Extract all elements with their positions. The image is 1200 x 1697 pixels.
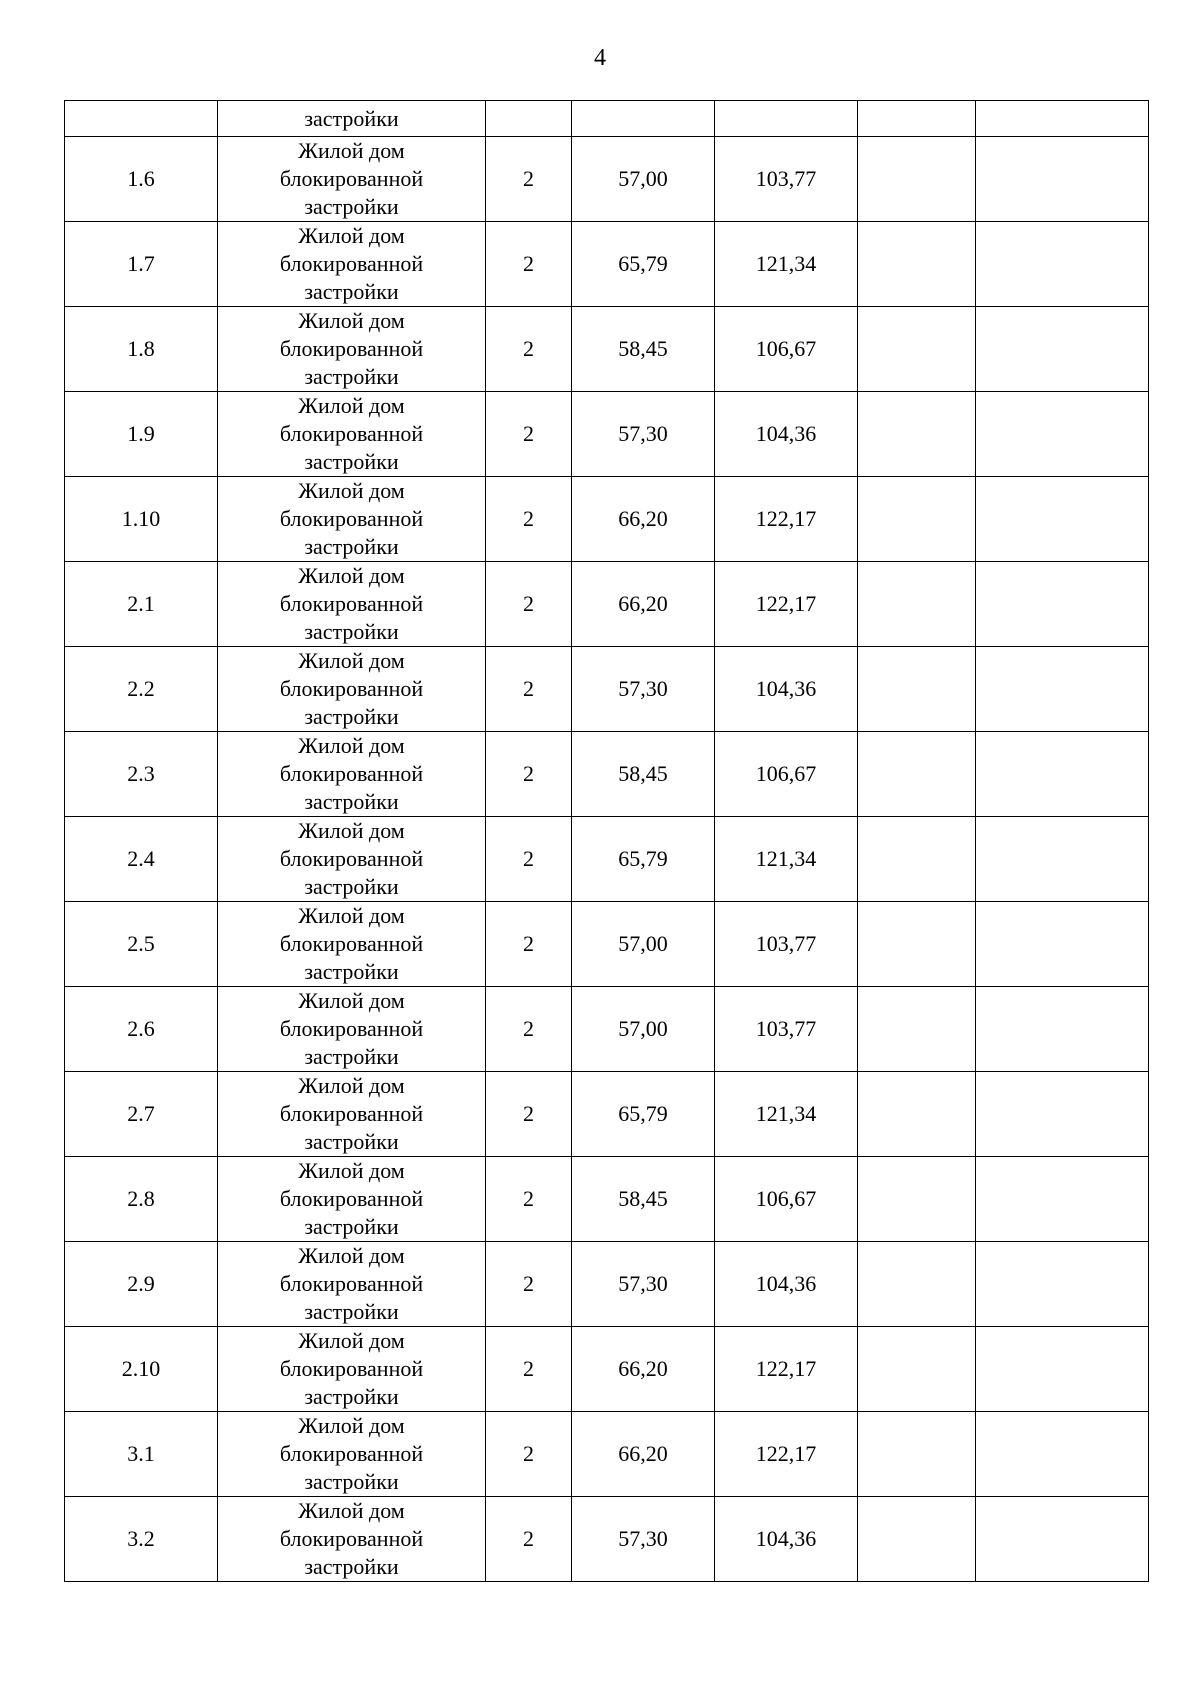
cell-area: 58,45 — [572, 732, 715, 817]
description-line: Жилой дом — [298, 1413, 405, 1438]
cell-description — [218, 392, 486, 477]
description-line: застройки — [304, 279, 399, 304]
continuation-row — [65, 101, 1149, 137]
cell-description — [218, 902, 486, 987]
cell-empty-1 — [858, 1412, 976, 1497]
description-line: Жилой дом — [298, 563, 405, 588]
cell-empty-1 — [858, 732, 976, 817]
cell-description — [218, 1497, 486, 1582]
cell-area: 57,00 — [572, 902, 715, 987]
cell-empty-1 — [858, 307, 976, 392]
description-line: застройки — [304, 1129, 399, 1154]
cell-description — [218, 1242, 486, 1327]
description-line: застройки — [304, 364, 399, 389]
cell-empty-2 — [976, 817, 1149, 902]
cell-number: 1.6 — [65, 137, 218, 222]
cell-volume: 106,67 — [715, 732, 858, 817]
description-line: застройки — [304, 704, 399, 729]
cell-volume: 103,77 — [715, 987, 858, 1072]
cell-number: 2.8 — [65, 1157, 218, 1242]
cell-area: 57,00 — [572, 137, 715, 222]
cell-empty-2 — [976, 392, 1149, 477]
table-row — [65, 307, 1149, 392]
description-line: застройки — [304, 449, 399, 474]
cell-empty-2 — [976, 101, 1149, 137]
cell-area — [572, 101, 715, 137]
description-line: Жилой дом — [298, 1243, 405, 1268]
cell-floors: 2 — [486, 222, 572, 307]
cell-volume: 121,34 — [715, 817, 858, 902]
table-row — [65, 1242, 1149, 1327]
cell-empty-1 — [858, 137, 976, 222]
description-line: блокированной — [279, 506, 424, 531]
cell-empty-1 — [858, 101, 976, 137]
page-number: 4 — [594, 45, 606, 71]
cell-area: 66,20 — [572, 1412, 715, 1497]
description-line: Жилой дом — [298, 818, 405, 843]
cell-empty-2 — [976, 1327, 1149, 1412]
description-line: блокированной — [279, 1441, 424, 1466]
description-line: Жилой дом — [298, 988, 405, 1013]
table-row — [65, 1327, 1149, 1412]
table-row — [65, 477, 1149, 562]
cell-description — [218, 137, 486, 222]
cell-empty-2 — [976, 1157, 1149, 1242]
cell-description — [218, 307, 486, 392]
description-line: застройки — [304, 619, 399, 644]
description-line: Жилой дом — [298, 478, 405, 503]
description-line: блокированной — [279, 931, 424, 956]
description-line: застройки — [304, 194, 399, 219]
description-line: блокированной — [279, 1016, 424, 1041]
cell-volume: 104,36 — [715, 1497, 858, 1582]
cell-number: 2.7 — [65, 1072, 218, 1157]
cell-empty-2 — [976, 1242, 1149, 1327]
cell-empty-2 — [976, 902, 1149, 987]
table-row — [65, 902, 1149, 987]
description-line: Жилой дом — [298, 138, 405, 163]
cell-area: 57,30 — [572, 647, 715, 732]
description-line: застройки — [304, 1384, 399, 1409]
description-line: застройки — [304, 789, 399, 814]
cell-floors: 2 — [486, 732, 572, 817]
cell-empty-2 — [976, 562, 1149, 647]
cell-volume: 122,17 — [715, 1327, 858, 1412]
cell-area: 66,20 — [572, 562, 715, 647]
description-line: Жилой дом — [298, 903, 405, 928]
description-line: блокированной — [279, 846, 424, 871]
cell-volume: 106,67 — [715, 1157, 858, 1242]
description-line: Жилой дом — [298, 648, 405, 673]
cell-floors: 2 — [486, 1412, 572, 1497]
cell-empty-1 — [858, 1497, 976, 1582]
description-line: блокированной — [279, 591, 424, 616]
cell-floors: 2 — [486, 647, 572, 732]
cell-empty-2 — [976, 137, 1149, 222]
cell-area: 65,79 — [572, 817, 715, 902]
cell-empty-1 — [858, 392, 976, 477]
cell-area: 57,00 — [572, 987, 715, 1072]
cell-empty-2 — [976, 1412, 1149, 1497]
description-line: застройки — [304, 1469, 399, 1494]
cell-description — [218, 1072, 486, 1157]
cell-volume: 121,34 — [715, 1072, 858, 1157]
cell-volume — [715, 101, 858, 137]
cell-number: 1.7 — [65, 222, 218, 307]
cell-volume: 121,34 — [715, 222, 858, 307]
cell-volume: 103,77 — [715, 902, 858, 987]
cell-floors — [486, 101, 572, 137]
cell-empty-1 — [858, 902, 976, 987]
description-line: блокированной — [279, 251, 424, 276]
cell-number: 2.4 — [65, 817, 218, 902]
cell-empty-1 — [858, 222, 976, 307]
description-line: Жилой дом — [298, 1498, 405, 1523]
cell-empty-1 — [858, 1327, 976, 1412]
cell-number: 3.1 — [65, 1412, 218, 1497]
cell-empty-2 — [976, 647, 1149, 732]
cell-empty-1 — [858, 647, 976, 732]
table-row — [65, 562, 1149, 647]
cell-empty-1 — [858, 817, 976, 902]
cell-empty-1 — [858, 562, 976, 647]
description-line: Жилой дом — [298, 223, 405, 248]
cell-description: застройки — [218, 101, 486, 137]
table-row — [65, 1157, 1149, 1242]
cell-area: 66,20 — [572, 477, 715, 562]
cell-floors: 2 — [486, 1242, 572, 1327]
description-line: застройки — [304, 1044, 399, 1069]
cell-area: 57,30 — [572, 1242, 715, 1327]
cell-empty-2 — [976, 987, 1149, 1072]
description-line: застройки — [304, 1554, 399, 1579]
description-line: блокированной — [279, 1101, 424, 1126]
description-line: застройки — [304, 959, 399, 984]
cell-floors: 2 — [486, 987, 572, 1072]
cell-empty-2 — [976, 1072, 1149, 1157]
cell-area: 65,79 — [572, 1072, 715, 1157]
cell-area: 66,20 — [572, 1327, 715, 1412]
description-line: застройки — [304, 1299, 399, 1324]
description-line: блокированной — [279, 336, 424, 361]
cell-floors: 2 — [486, 902, 572, 987]
description-line: блокированной — [279, 421, 424, 446]
description-line: Жилой дом — [298, 393, 405, 418]
cell-empty-2 — [976, 222, 1149, 307]
cell-empty-1 — [858, 477, 976, 562]
cell-number: 2.10 — [65, 1327, 218, 1412]
cell-floors: 2 — [486, 307, 572, 392]
cell-area: 57,30 — [572, 1497, 715, 1582]
description-line: Жилой дом — [298, 308, 405, 333]
cell-description — [218, 817, 486, 902]
cell-volume: 122,17 — [715, 1412, 858, 1497]
cell-number: 2.3 — [65, 732, 218, 817]
cell-empty-2 — [976, 732, 1149, 817]
description-line: застройки — [304, 874, 399, 899]
cell-description — [218, 477, 486, 562]
cell-number — [65, 101, 218, 137]
cell-floors: 2 — [486, 137, 572, 222]
description-line: блокированной — [279, 1356, 424, 1381]
cell-volume: 104,36 — [715, 647, 858, 732]
cell-floors: 2 — [486, 1497, 572, 1582]
cell-number: 2.6 — [65, 987, 218, 1072]
table-body — [65, 101, 1149, 1582]
cell-floors: 2 — [486, 392, 572, 477]
description-line: блокированной — [279, 1271, 424, 1296]
cell-floors: 2 — [486, 1157, 572, 1242]
cell-floors: 2 — [486, 477, 572, 562]
cell-number: 1.9 — [65, 392, 218, 477]
cell-empty-1 — [858, 987, 976, 1072]
table-row — [65, 817, 1149, 902]
cell-empty-1 — [858, 1157, 976, 1242]
cell-description — [218, 732, 486, 817]
cell-number: 2.5 — [65, 902, 218, 987]
cell-description — [218, 562, 486, 647]
cell-description — [218, 1157, 486, 1242]
cell-floors: 2 — [486, 562, 572, 647]
table-row — [65, 1072, 1149, 1157]
description-line: блокированной — [279, 1526, 424, 1551]
cell-number: 2.9 — [65, 1242, 218, 1327]
table-row — [65, 732, 1149, 817]
description-line: блокированной — [279, 676, 424, 701]
description-line: блокированной — [279, 166, 424, 191]
cell-area: 57,30 — [572, 392, 715, 477]
cell-area: 58,45 — [572, 307, 715, 392]
description-line: Жилой дом — [298, 1073, 405, 1098]
cell-description — [218, 1327, 486, 1412]
cell-number: 3.2 — [65, 1497, 218, 1582]
cell-description — [218, 987, 486, 1072]
description-line: Жилой дом — [298, 1328, 405, 1353]
cell-floors: 2 — [486, 1327, 572, 1412]
cell-number: 1.8 — [65, 307, 218, 392]
description-line: Жилой дом — [298, 733, 405, 758]
buildings-table — [64, 100, 1149, 1582]
cell-volume: 106,67 — [715, 307, 858, 392]
description-line: застройки — [304, 1214, 399, 1239]
description-line: блокированной — [279, 1186, 424, 1211]
cell-description — [218, 647, 486, 732]
cell-floors: 2 — [486, 1072, 572, 1157]
cell-floors: 2 — [486, 817, 572, 902]
cell-empty-2 — [976, 477, 1149, 562]
description-line: блокированной — [279, 761, 424, 786]
table-row — [65, 137, 1149, 222]
cell-area: 65,79 — [572, 222, 715, 307]
cell-volume: 122,17 — [715, 562, 858, 647]
cell-volume: 104,36 — [715, 1242, 858, 1327]
cell-volume: 103,77 — [715, 137, 858, 222]
table-row — [65, 392, 1149, 477]
cell-description — [218, 1412, 486, 1497]
cell-empty-2 — [976, 1497, 1149, 1582]
table-row — [65, 987, 1149, 1072]
cell-number: 2.1 — [65, 562, 218, 647]
cell-empty-1 — [858, 1242, 976, 1327]
table-row — [65, 1412, 1149, 1497]
cell-volume: 104,36 — [715, 392, 858, 477]
description-line: Жилой дом — [298, 1158, 405, 1183]
table-row — [65, 1497, 1149, 1582]
table-row — [65, 222, 1149, 307]
cell-number: 2.2 — [65, 647, 218, 732]
table-row — [65, 647, 1149, 732]
cell-description — [218, 222, 486, 307]
cell-volume: 122,17 — [715, 477, 858, 562]
cell-empty-1 — [858, 1072, 976, 1157]
description-line: застройки — [304, 534, 399, 559]
cell-number: 1.10 — [65, 477, 218, 562]
cell-empty-2 — [976, 307, 1149, 392]
cell-area: 58,45 — [572, 1157, 715, 1242]
